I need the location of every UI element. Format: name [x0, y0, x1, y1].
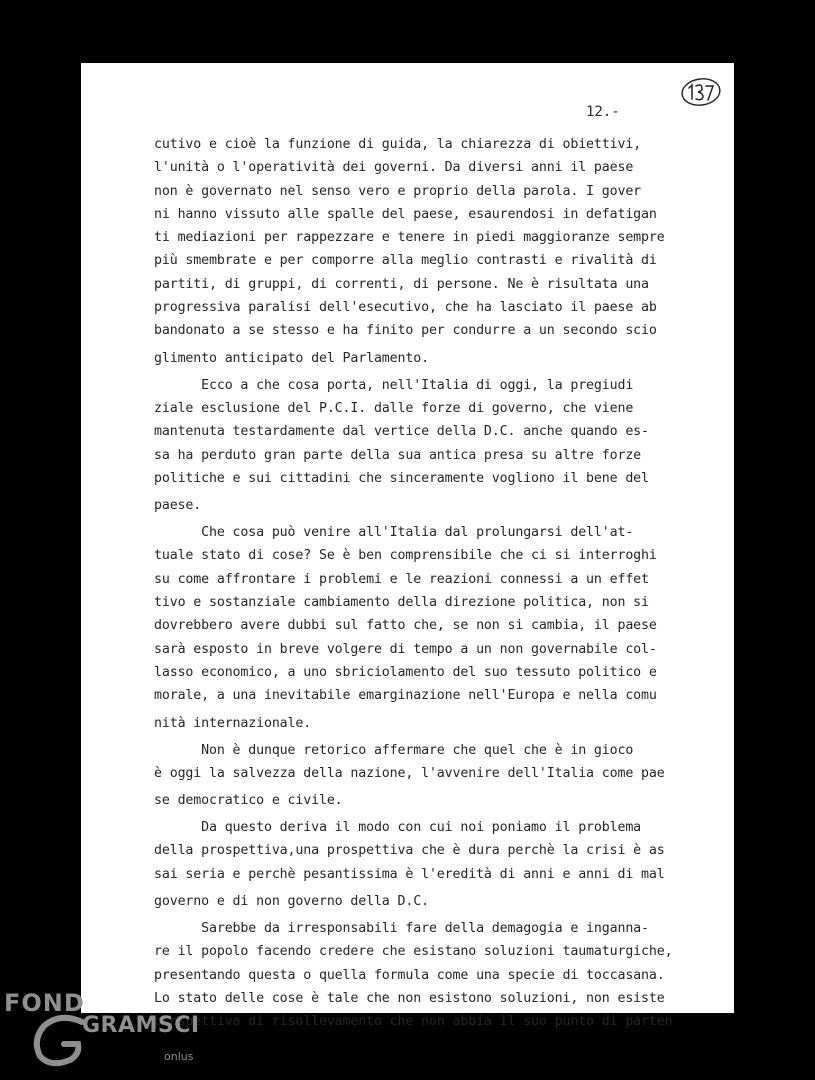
text-line: su come affrontare i problemi e le reazioni connessi a un effet: [154, 571, 649, 587]
text-line: non è governato nel senso vero e proprio della parola. I gover: [154, 183, 642, 199]
text-line: progressiva paralisi dell'esecutivo, che ha lasciato il paese ab: [154, 300, 657, 316]
text-line: Non è dunque retorico affermare che quel che è in gioco: [154, 742, 634, 758]
text-line: se democratico e civile.: [154, 793, 343, 809]
text-line: Che cosa può venire all'Italia dal prolungarsi dell'at-: [154, 525, 634, 541]
text-line: è oggi la salvezza della nazione, l'avvenire dell'Italia come pae: [154, 765, 665, 781]
text-line: morale, a una inevitabile emarginazione nell'Europa e nella comu: [154, 688, 657, 704]
text-line: tuale stato di cose? Se è ben comprensibile che ci si interroghi: [154, 548, 657, 564]
text-line: l'unità o l'operatività dei governi. Da diversi anni il paese: [154, 160, 634, 176]
page-number: 12.-: [586, 104, 620, 120]
text-line: lasso economico, a uno sbriciolamento del suo tessuto politico e: [154, 664, 657, 680]
text-line: più smembrate e per comporre alla meglio contrasti e rivalità di: [154, 253, 657, 269]
text-line: politiche e sui cittadini che sinceramente vogliono il bene del: [154, 470, 649, 486]
text-line: re il popolo facendo credere che esistano soluzioni taumaturgiche,: [154, 944, 673, 960]
text-line: mantenuta testardamente dal vertice della D.C. anche quando es-: [154, 424, 649, 440]
text-line: sarà esposto in breve volgere di tempo a un non governabile col-: [154, 641, 657, 657]
text-line: ti mediazioni per rappezzare e tenere in piedi maggioranze sempre: [154, 230, 665, 246]
text-line: governo e di non governo della D.C.: [154, 894, 429, 910]
text-line: tivo e sostanziale cambiamento della direzione politica, non si: [154, 595, 649, 611]
fondazione-gramsci-watermark: [0, 985, 210, 1080]
text-line: presentando questa o quella formula come una specie di toccasana.: [154, 967, 665, 983]
text-line: Ecco a che cosa porta, nell'Italia di oggi, la pregiudi: [154, 377, 634, 393]
text-line: cutivo e cioè la funzione di guida, la chiarezza di obiettivi,: [154, 137, 642, 152]
watermark-fond-text: FOND: [4, 989, 85, 1017]
text-line: Da questo deriva il modo con cui noi poniamo il problema: [154, 820, 642, 836]
watermark-gramsci-text: GRAMSCI: [82, 1013, 200, 1038]
handwritten-circle-stamp: [680, 77, 722, 107]
text-line: sa ha perduto gran parte della sua antica presa su altre forze: [154, 447, 642, 463]
typed-letter-body: [154, 133, 726, 1034]
text-line: glimento anticipato del Parlamento.: [154, 350, 429, 366]
text-line: prospettiva di risollevamento che non abbia il suo punto di parten: [154, 1014, 673, 1030]
text-line: Lo stato delle cose è tale che non esistono soluzioni, non esiste: [154, 990, 665, 1006]
text-line: bandonato a se stesso e ha finito per condurre a un secondo scio: [154, 323, 657, 339]
text-line: dovrebbero avere dubbi sul fatto che, se non si cambia, il paese: [154, 618, 657, 634]
text-line: sai seria e perchè pesantissima è l'eredità di anni e anni di mal: [154, 866, 665, 882]
text-line: partiti, di gruppi, di correnti, di persone. Ne è risultata una: [154, 276, 649, 292]
watermark-onlus-text: onlus: [164, 1050, 194, 1063]
logo-swoosh-icon: [30, 1010, 90, 1070]
text-line: ni hanno vissuto alle spalle del paese, esaurendosi in defatigan: [154, 206, 657, 222]
text-line: nità internazionale.: [154, 715, 312, 731]
archive-stamp: [680, 77, 722, 107]
text-line: paese.: [154, 498, 202, 514]
text-line: ziale esclusione del P.C.I. dalle forze di governo, che viene: [154, 400, 634, 416]
text-line: della prospettiva,una prospettiva che è dura perchè la crisi è as: [154, 843, 665, 859]
text-line: Sarebbe da irresponsabili fare della demagogia e inganna-: [154, 921, 649, 937]
